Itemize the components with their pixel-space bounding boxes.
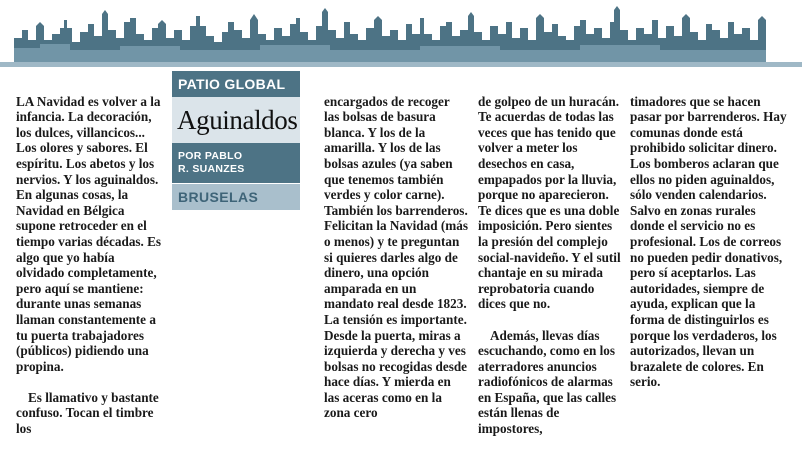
paragraph: Además, llevas días escuchando, como en los aterradores anuncios radiofónicos de alarmas en España, que las calles están llenas de impostores, bbox=[478, 327, 617, 437]
paragraph: Es llamativo y bastante confuso. Tocan el timbre los bbox=[16, 389, 159, 437]
city-skyline-banner bbox=[0, 0, 802, 70]
paragraph: de golpeo de un huracán. Te acuerdas de todas las veces que has tenido que volver a meter los desechos en casa, empapados por la lluvia, porque no aparecieron. Te dices que es una doble imposición. Pero sientes la presión del complejo social-navideño. Y el sutil chantaje en su mirada reprobatoria cuando dices que no. bbox=[478, 93, 621, 312]
section-kicker: PATIO GLOBAL bbox=[172, 71, 300, 97]
article-column-4 bbox=[630, 78, 790, 405]
paragraph: LA Navidad es volver a la infancia. La decoración, los dulces, villancicos... Los olores y sabores. El espíritu. Los abetos y los nervios. Y los aguinaldos. En algunas cosas, la Navidad en Bélgica supone retroceder en el tiempo varias décadas. Es algo que yo había olvidado completamente, pero aquí se mantiene: durante unas semanas llaman constantemente a tu puerta trabajadores (públicos) pidiendo una propina. bbox=[16, 93, 162, 374]
headline: Aguinaldos bbox=[172, 97, 300, 143]
dateline-location: BRUSELAS bbox=[172, 184, 300, 210]
paragraph: timadores que se hacen pasar por barrenderos. Hay comunas donde está prohibido solicitar dinero. Los bomberos aclaran que ellos no piden aguinaldos, sólo venden calendarios. Salvo en zonas rurales donde el servicio no es profesional. Los de correos no pueden pedir donativos, pero sí aceptarlos. Las autoridades, siempre de ayuda, explican que la forma de distinguirlos es porque los verdaderos, los autorizados, llevan un brazalete de colores. En serio. bbox=[630, 93, 787, 390]
article-column-1 bbox=[16, 78, 166, 452]
skyline-rule bbox=[0, 62, 802, 67]
byline: POR PABLO R. SUANZES bbox=[172, 143, 300, 183]
paragraph: encargados de recoger las bolsas de basura blanca. Y los de la amarilla. Y los de las bolsas azules (ya saben que tenemos también verdes y color carne). También los barrenderos. Felicitan la Navidad (más o menos) y te preguntan si quieres darles algo de dinero, una opción amparada en un mandato real desde 1823. La tensión es importante. Desde la puerta, miras a izquierda y derecha y ves bolsas no recogidas desde hace días. Y mierda en las aceras como en la zona cero bbox=[324, 93, 468, 421]
article-column-3 bbox=[478, 78, 622, 452]
article-column-2 bbox=[324, 78, 468, 437]
section-header-box bbox=[172, 71, 300, 210]
